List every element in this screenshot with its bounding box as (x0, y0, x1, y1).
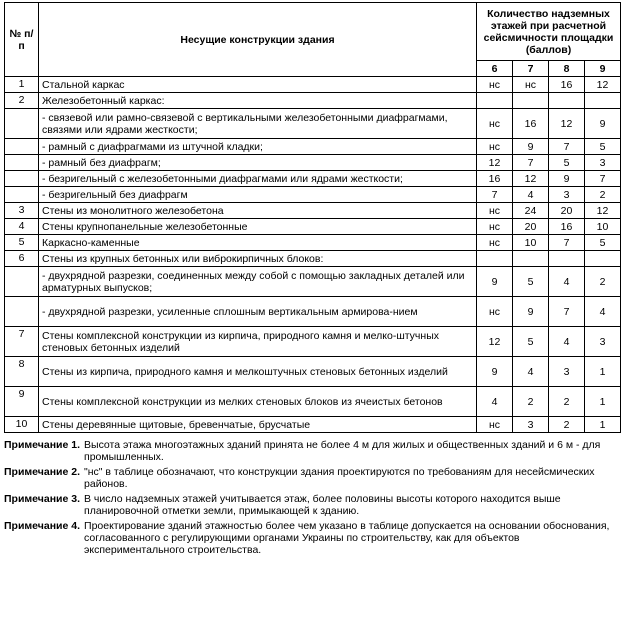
floors-value: 7 (549, 297, 585, 327)
floors-value: 1 (585, 417, 621, 433)
table-body (5, 77, 621, 433)
floors-value (477, 251, 513, 267)
table-row (5, 155, 621, 171)
note (4, 439, 620, 463)
note-title: Примечание 4. (4, 520, 81, 532)
table-row (5, 297, 621, 327)
structure-label: - двухрядной разрезки, соединенных между собой с помощью закладных деталей или арматурных выпусков; (39, 267, 477, 297)
floors-value: 16 (477, 171, 513, 187)
header-point: 9 (585, 61, 621, 77)
table-row (5, 357, 621, 387)
floors-value: 2 (549, 417, 585, 433)
floors-value: 5 (585, 235, 621, 251)
header-floors: Количество надземных этажей при расчетной сейсмичности площадки (баллов) (477, 3, 621, 61)
table-row (5, 267, 621, 297)
floors-value: 9 (513, 139, 549, 155)
floors-value: нс (477, 417, 513, 433)
header-point: 7 (513, 61, 549, 77)
floors-value (513, 93, 549, 109)
table-row (5, 109, 621, 139)
floors-value: 20 (549, 203, 585, 219)
floors-value: 9 (585, 109, 621, 139)
row-number (5, 139, 39, 155)
table-row (5, 219, 621, 235)
floors-value (513, 251, 549, 267)
header-point: 6 (477, 61, 513, 77)
row-number: 3 (5, 203, 39, 219)
row-number (5, 187, 39, 203)
floors-value: 4 (513, 357, 549, 387)
floors-value: 4 (513, 187, 549, 203)
floors-value: нс (513, 77, 549, 93)
floors-value: 4 (477, 387, 513, 417)
floors-value: 7 (549, 139, 585, 155)
floors-value: 4 (585, 297, 621, 327)
floors-value: 12 (477, 155, 513, 171)
row-number (5, 109, 39, 139)
row-number: 8 (5, 357, 39, 387)
note (4, 493, 620, 517)
floors-value (585, 93, 621, 109)
header-structures: Несущие конструкции здания (39, 3, 477, 77)
structure-label: - рамный без диафрагм; (39, 155, 477, 171)
table-row (5, 235, 621, 251)
note-title: Примечание 2. (4, 466, 81, 478)
row-number: 5 (5, 235, 39, 251)
floors-value: 20 (513, 219, 549, 235)
floors-table (4, 2, 621, 433)
row-number: 2 (5, 93, 39, 109)
floors-value: 9 (513, 297, 549, 327)
note-text: Проектирование зданий этажностью более чем указано в таблице допускается на основании обоснования, согласованного с регулирующими органами Украины по строительству, как для объектов экспериментального строительства. (84, 520, 610, 556)
floors-value: 5 (585, 139, 621, 155)
floors-value: 1 (585, 387, 621, 417)
table-row (5, 187, 621, 203)
floors-value: 12 (585, 77, 621, 93)
note (4, 520, 620, 556)
structure-label: Стены из монолитного железобетона (39, 203, 477, 219)
row-number (5, 155, 39, 171)
floors-value: 9 (477, 267, 513, 297)
structure-label: Стены из кирпича, природного камня и мелкоштучных стеновых бетонных изделий (39, 357, 477, 387)
floors-value: 12 (477, 327, 513, 357)
note (4, 466, 620, 490)
floors-value: 5 (549, 155, 585, 171)
structure-label: Стены деревянные щитовые, бревенчатые, брусчатые (39, 417, 477, 433)
floors-value: 7 (585, 171, 621, 187)
note-text: "нс" в таблице обозначают, что конструкции здания проектируются по требованиям для несейсмических районов. (84, 466, 595, 490)
floors-value: 3 (513, 417, 549, 433)
table-row (5, 387, 621, 417)
floors-value: 5 (513, 267, 549, 297)
table-row (5, 171, 621, 187)
row-number: 7 (5, 327, 39, 357)
row-number: 1 (5, 77, 39, 93)
note-text: Высота этажа многоэтажных зданий принята не более 4 м для жилых и общественных зданий и 6 м - для промышленных. (84, 439, 601, 463)
row-number: 4 (5, 219, 39, 235)
floors-value: 7 (477, 187, 513, 203)
floors-value (549, 251, 585, 267)
floors-value (477, 93, 513, 109)
structure-label: - безригельный с железобетонными диафрагмами или ядрами жесткости; (39, 171, 477, 187)
structure-label: Стены из крупных бетонных или виброкирпичных блоков: (39, 251, 477, 267)
floors-value: 2 (513, 387, 549, 417)
structure-label: Стены комплексной конструкции из кирпича, природного камня и мелко-штучных стеновых бетонных изделий (39, 327, 477, 357)
table-row (5, 93, 621, 109)
row-number (5, 171, 39, 187)
floors-value: 3 (585, 155, 621, 171)
floors-value: 10 (585, 219, 621, 235)
header-num: № п/п (5, 3, 39, 77)
floors-value: 9 (549, 171, 585, 187)
floors-value: 3 (585, 327, 621, 357)
floors-value: 10 (513, 235, 549, 251)
row-number: 6 (5, 251, 39, 267)
row-number (5, 267, 39, 297)
floors-value: 16 (549, 219, 585, 235)
floors-value: нс (477, 219, 513, 235)
table-row (5, 203, 621, 219)
floors-value: 16 (513, 109, 549, 139)
floors-value: 1 (585, 357, 621, 387)
floors-value: 12 (585, 203, 621, 219)
row-number: 9 (5, 387, 39, 417)
table-row (5, 327, 621, 357)
structure-label: - рамный с диафрагмами из штучной кладки; (39, 139, 477, 155)
document (4, 2, 620, 559)
structure-label: - двухрядной разрезки, усиленные сплошным вертикальным армирова-нием (39, 297, 477, 327)
floors-value: нс (477, 139, 513, 155)
floors-value: нс (477, 109, 513, 139)
floors-value: 4 (549, 327, 585, 357)
table-row (5, 77, 621, 93)
table-row (5, 139, 621, 155)
structure-label: Стальной каркас (39, 77, 477, 93)
note-title: Примечание 3. (4, 493, 81, 505)
floors-value: 2 (585, 267, 621, 297)
floors-value: нс (477, 203, 513, 219)
table-row (5, 251, 621, 267)
note-title: Примечание 1. (4, 439, 81, 451)
floors-value: 9 (477, 357, 513, 387)
floors-value: 7 (549, 235, 585, 251)
floors-value: нс (477, 235, 513, 251)
structure-label: Стены крупнопанельные железобетонные (39, 219, 477, 235)
structure-label: - безригельный без диафрагм (39, 187, 477, 203)
floors-value: 2 (585, 187, 621, 203)
floors-value (585, 251, 621, 267)
structure-label: - связевой или рамно-связевой с вертикальными железобетонными диафрагмами, связями или ядрами жесткости; (39, 109, 477, 139)
floors-value: 16 (549, 77, 585, 93)
floors-value: нс (477, 297, 513, 327)
structure-label: Стены комплексной конструкции из мелких стеновых блоков из ячеистых бетонов (39, 387, 477, 417)
note-text: В число надземных этажей учитывается этаж, более половины высоты которого находится выше планировочной отметки земли, примыкающей к зданию. (84, 493, 561, 517)
floors-value: 3 (549, 357, 585, 387)
floors-value: 24 (513, 203, 549, 219)
notes (4, 439, 620, 556)
row-number: 10 (5, 417, 39, 433)
structure-label: Железобетонный каркас: (39, 93, 477, 109)
floors-value: 12 (549, 109, 585, 139)
floors-value: 4 (549, 267, 585, 297)
table-row (5, 417, 621, 433)
row-number (5, 297, 39, 327)
structure-label: Каркасно-каменные (39, 235, 477, 251)
header-point: 8 (549, 61, 585, 77)
floors-value: нс (477, 77, 513, 93)
floors-value: 2 (549, 387, 585, 417)
floors-value: 5 (513, 327, 549, 357)
floors-value: 12 (513, 171, 549, 187)
floors-value: 7 (513, 155, 549, 171)
floors-value (549, 93, 585, 109)
floors-value: 3 (549, 187, 585, 203)
